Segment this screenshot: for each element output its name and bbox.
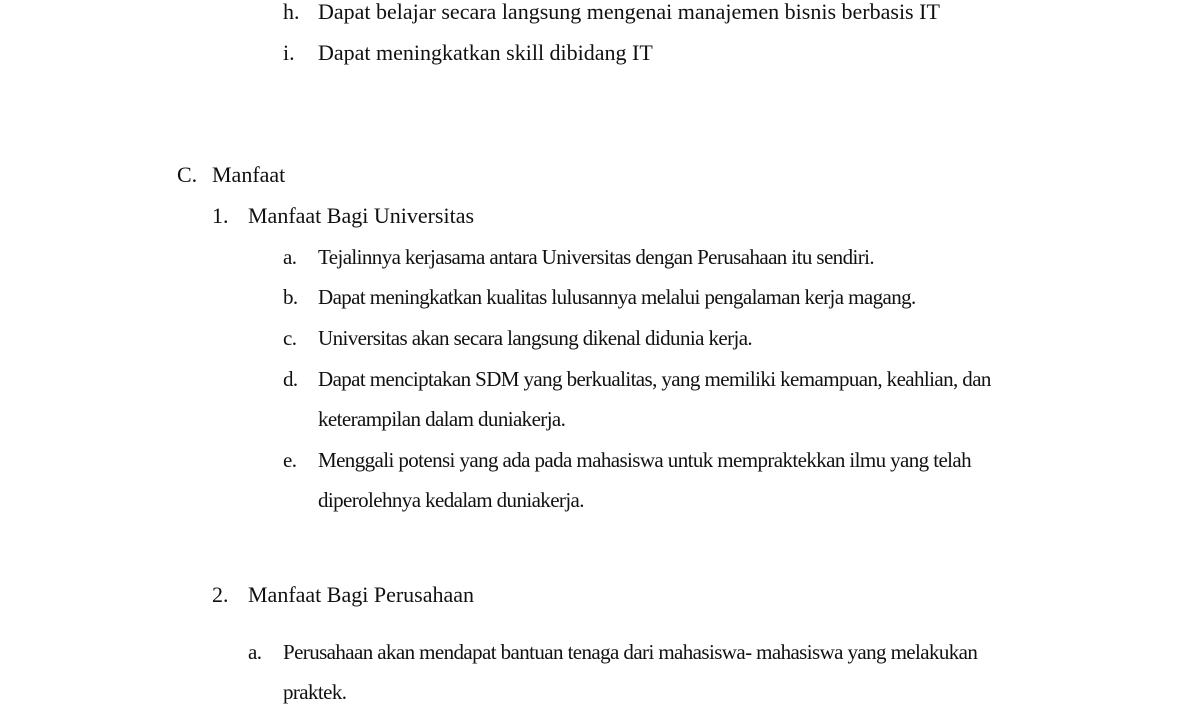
list-item-text-continued: diperolehnya kedalam duniakerja.	[318, 488, 584, 512]
list-item-text: Tejalinnya kerjasama antara Universitas dengan Perusahaan itu sendiri.	[318, 245, 874, 269]
subsection-heading: Manfaat Bagi Universitas	[248, 203, 475, 228]
list-marker: h.	[283, 0, 300, 24]
list-item-text: Dapat belajar secara langsung mengenai manajemen bisnis berbasis IT	[318, 0, 940, 24]
section-marker: C.	[177, 162, 198, 187]
list-item-text: Dapat menciptakan SDM yang berkualitas, yang memiliki kemampuan, keahlian, dan	[318, 367, 991, 391]
list-marker: c.	[283, 326, 297, 350]
list-item-text: Dapat meningkatkan skill dibidang IT	[318, 40, 653, 65]
list-item-text-continued: praktek.	[283, 680, 347, 704]
list-item-text: Universitas akan secara langsung dikenal didunia kerja.	[318, 326, 753, 350]
list-item-text: Menggali potensi yang ada pada mahasiswa untuk mempraktekkan ilmu yang telah	[318, 448, 972, 472]
subsection-heading: Manfaat Bagi Perusahaan	[248, 582, 475, 607]
subsection-marker: 1.	[212, 203, 229, 228]
list-marker: b.	[283, 285, 298, 309]
subsection-marker: 2.	[212, 582, 229, 607]
list-marker: i.	[283, 40, 295, 65]
list-item-text: Dapat meningkatkan kualitas lulusannya melalui pengalaman kerja magang.	[318, 285, 916, 309]
list-marker: a.	[283, 245, 297, 269]
section-heading: Manfaat	[212, 162, 286, 187]
list-marker: e.	[283, 448, 297, 472]
list-marker: d.	[283, 367, 298, 391]
list-item-text: Perusahaan akan mendapat bantuan tenaga dari mahasiswa- mahasiswa yang melakukan	[283, 640, 978, 664]
list-marker: a.	[248, 640, 262, 664]
list-item-text-continued: keterampilan dalam duniakerja.	[318, 407, 566, 431]
